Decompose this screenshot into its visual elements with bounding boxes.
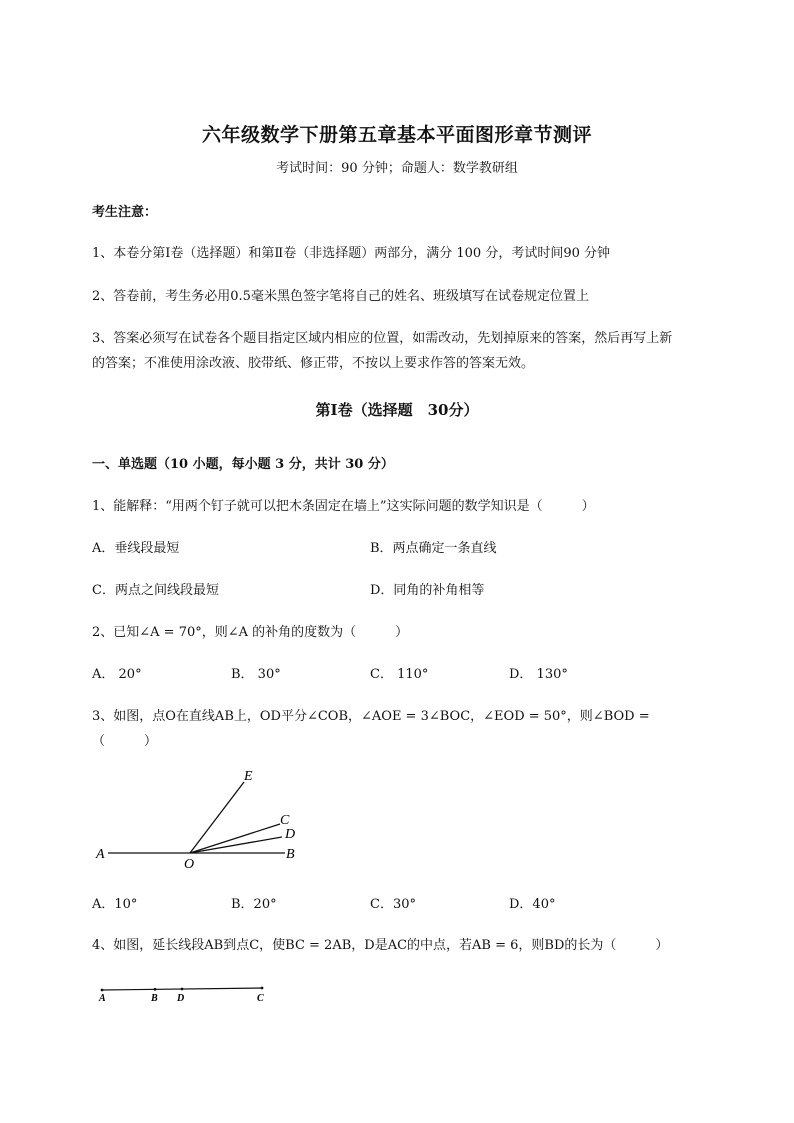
seg-label-c: C <box>257 993 264 1004</box>
question-1-stem: 1、能解释：“用两个钉子就可以把木条固定在墙上”这实际问题的数学知识是（ ） <box>92 499 595 514</box>
question-1-option-a: A．垂线段最短 <box>92 541 180 556</box>
label-c: C <box>280 813 290 828</box>
exam-info: 考试时间：90 分钟；命题人：数学教研组 <box>276 161 518 176</box>
question-3-figure <box>90 765 320 875</box>
question-3-stem: 3、如图，点O在直线AB上，OD平分∠COB，∠AOE = 3∠BOC，∠EOD = 50°，则∠BOD = <box>92 709 650 724</box>
page-title: 六年级数学下册第五章基本平面图形章节测评 <box>201 124 592 146</box>
seg-label-b: B <box>151 993 158 1004</box>
question-2-option-c: C． 110° <box>370 667 429 682</box>
ray-oe <box>190 782 244 853</box>
question-2-option-d: D． 130° <box>509 667 568 682</box>
notice-item-3: 3、答案必须写在试卷各个题目指定区域内相应的位置，如需改动，先划掉原来的答案，然后再写上新 <box>92 331 673 346</box>
seg-label-d: D <box>177 993 185 1004</box>
label-o: O <box>184 857 195 872</box>
question-4-stem: 4、如图，延长线段AB到点C，使BC = 2AB，D是AC的中点，若AB = 6，则BD的长为（ ） <box>92 938 669 953</box>
question-1-option-b: B．两点确定一条直线 <box>370 541 497 556</box>
question-2-stem: 2、已知∠A = 70°，则∠A 的补角的度数为（ ） <box>92 625 409 640</box>
notice-heading: 考生注意： <box>92 205 158 220</box>
notice-item-2: 2、答卷前，考生务必用0.5毫米黑色签字笔将自己的姓名、班级填写在试卷规定位置上 <box>92 289 589 304</box>
seg-label-a: A <box>99 993 106 1004</box>
section-title: 第Ⅰ卷（选择题 30分） <box>315 401 479 419</box>
question-3-option-a: A．10° <box>92 897 138 912</box>
question-2-option-a: A． 20° <box>92 667 142 682</box>
label-e: E <box>244 769 253 784</box>
question-3-option-c: C．30° <box>370 897 416 912</box>
ray-oc <box>190 824 280 853</box>
part-heading: 一、单选题（10 小题，每小题 3 分，共计 30 分） <box>92 457 394 472</box>
ray-od <box>190 837 282 853</box>
question-3-option-d: D．40° <box>509 897 556 912</box>
label-d: D <box>285 827 296 842</box>
notice-item-3-cont: 的答案；不准使用涂改液、胶带纸、修正带，不按以上要求作答的答案无效。 <box>92 356 535 371</box>
question-3-stem-cont: （ ） <box>92 734 158 749</box>
question-1-option-d: D．同角的补角相等 <box>370 583 485 598</box>
label-a: A <box>96 847 105 862</box>
notice-item-1: 1、本卷分第Ⅰ卷（选择题）和第Ⅱ卷（非选择题）两部分，满分 100 分，考试时间90 分钟 <box>92 246 610 261</box>
question-2-option-b: B． 30° <box>231 667 281 682</box>
question-3-option-b: B．20° <box>231 897 277 912</box>
question-1-option-c: C．两点之间线段最短 <box>92 583 219 598</box>
question-4-figure <box>92 980 277 1008</box>
label-b: B <box>286 847 295 862</box>
